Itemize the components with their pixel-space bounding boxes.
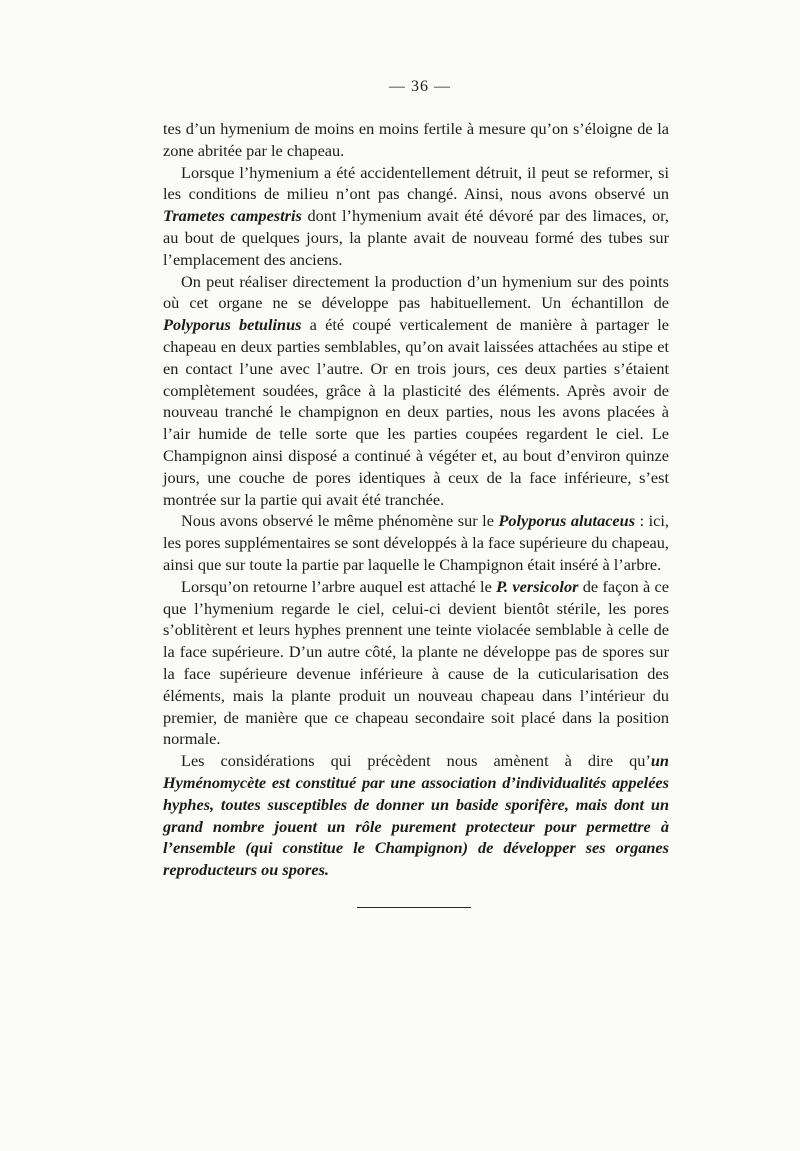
- text-run: tes d’un hymenium de moins en moins fertile à mesure qu’on s’éloigne de la zone abritée par le chapeau.: [163, 119, 669, 160]
- paragraph-5: [163, 576, 669, 750]
- paragraph-3: [163, 271, 669, 511]
- species-name: P. versicolor: [496, 576, 579, 596]
- text-run: Nous avons observé le même phénomène sur le: [181, 511, 499, 531]
- text-run: a été coupé verticalement de manière à partager le chapeau en deux parties semblables, qu’on avait laissées attachées au stipe et en contact l’une avec l’autre. Or en trois jours, ces deux parties s’étaient complètement soudées, grâce à la plasticité des éléments. Après avoir de nouveau tranché le champignon en deux parties, nous les avons placées à l’air humide de telle sorte que les parties coupées regardent le ciel. Le Champignon ainsi disposé a continué à végéter et, au bout d’environ quinze jours, une couche de pores identiques à ceux de la face inférieure, s’est montrée sur la partie qui avait été tranchée.: [163, 315, 669, 509]
- text-run: de façon à ce que l’hymenium regarde le ciel, celui-ci devient bientôt stérile, les pores s’oblitèrent et leurs hyphes prennent une teinte violacée semblable à celle de la face supérieure. D’un autre côté, la plante ne développe pas de spores sur la face supérieure devenue inférieure à cause de la cuticularisation des éléments, mais la plante produit un nouveau chapeau dans l’intérieur du premier, de manière que ce chapeau secondaire soit placé dans la position normale.: [163, 576, 669, 749]
- species-name: Trametes campestris: [163, 206, 302, 226]
- section-divider-rule: [357, 907, 471, 908]
- text-run: Lorsqu’on retourne l’arbre auquel est attaché le: [181, 576, 497, 596]
- page-number: — 36 —: [389, 78, 451, 95]
- text-run: : ici, les pores supplémentaires se sont développés à la face supérieure du chapeau, ainsi que sur toute la partie par laquelle le Champignon était inséré à l’arbre.: [163, 511, 669, 574]
- text-run: On peut réaliser directement la production d’un hymenium sur des points où cet organe ne se développe pas habituellement. Un échantillon de: [163, 271, 669, 313]
- species-name: Polyporus alutaceus: [498, 511, 636, 531]
- paragraph-4: [163, 510, 669, 575]
- paragraph-1: [163, 118, 669, 162]
- text-run: Les considérations qui précèdent nous amènent à dire qu’: [181, 751, 651, 771]
- species-name: Polyporus betulinus: [163, 315, 302, 335]
- body-text: [163, 118, 669, 881]
- paragraph-6-conclusion: [163, 750, 669, 881]
- conclusion-statement: un Hyménomycète est constitué par une association d’individualités appelées hyphes, toutes susceptibles de donner un baside sporifère, mais dont un grand nombre jouent un rôle purement protecteur pour permettre à l’ensemble (qui constitue le Champignon) de développer ses organes reproducteurs ou spores.: [163, 751, 669, 880]
- text-run: Lorsque l’hymenium a été accidentellement détruit, il peut se reformer, si les conditions de milieu n’ont pas changé. Ainsi, nous avons observé un: [163, 162, 669, 204]
- text-run: dont l’hymenium avait été dévoré par des limaces, or, au bout de quelques jours, la plante avait de nouveau formé des tubes sur l’emplacement des anciens.: [163, 206, 669, 269]
- paragraph-2: [163, 162, 669, 271]
